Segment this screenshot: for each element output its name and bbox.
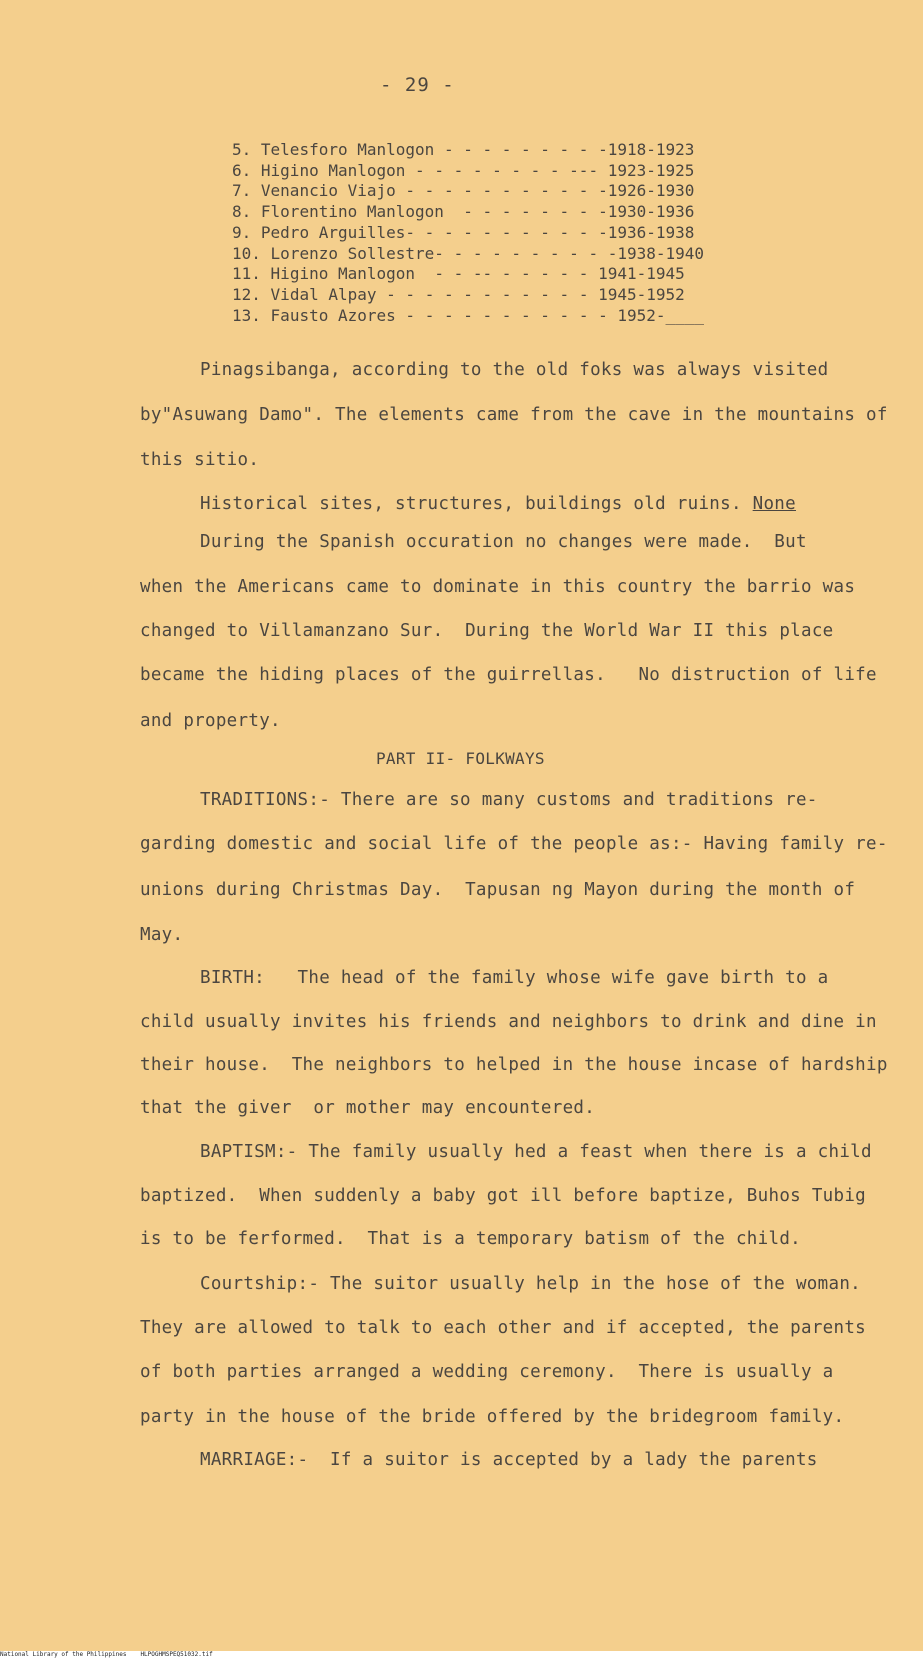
roster-dashes: - - - - - - - - (443, 140, 589, 159)
roster-num: 6. (232, 160, 252, 180)
historical-sites-text: Historical sites, structures, buildings old ruins. (200, 494, 742, 514)
paragraph-line: TRADITIONS:- There are so many customs and traditions re- (200, 790, 818, 810)
roster-num: 8. (232, 202, 252, 222)
paragraph-line: unions during Christmas Day. Tapusan ng Mayon during the month of (140, 880, 856, 900)
roster-num: 11. (232, 264, 261, 284)
paragraph-line: became the hiding places of the guirrellas. No distruction of life (140, 665, 877, 685)
section-heading: PART II- FOLKWAYS (376, 749, 545, 768)
roster-row (232, 306, 704, 327)
paragraph-line: They are allowed to talk to each other and if accepted, the parents (140, 1318, 867, 1338)
teachers-roster (232, 140, 704, 326)
roster-years: 1945-1952 (598, 284, 685, 304)
paragraph-line: child usually invites his friends and neighbors to drink and dine in (140, 1012, 877, 1032)
roster-dashes: - - - - - - - - - - (405, 181, 589, 201)
paragraph-line: Courtship:- The suitor usually help in the hose of the woman. (200, 1274, 861, 1294)
roster-row: 8. Florentino Manlogon - - - - - - - -1930-1936 (232, 202, 695, 222)
roster-years: 1952-____ (617, 305, 705, 325)
roster-name: Lorenzo Sollestre- (270, 243, 444, 263)
roster-num: 12. (232, 284, 261, 304)
roster-name: Florentino Manlogon (260, 202, 444, 222)
paragraph-line: their house. The neighbors to helped in the house incase of hardship (140, 1055, 888, 1075)
roster-name: Telesforo Manlogon (260, 140, 435, 159)
paragraph-line: garding domestic and social life of the people as:- Having family re- (140, 834, 888, 854)
roster-dashes: - - - - - - - - --- (415, 160, 599, 180)
roster-dashes: - - -- - - - - - (434, 264, 589, 284)
footer-library: National Library of the Philippines (0, 1651, 127, 1658)
paragraph-line: BAPTISM:- The family usually hed a feast when there is a child (200, 1142, 872, 1162)
scan-footer (0, 1651, 923, 1658)
roster-num: 9. (232, 222, 252, 242)
roster-num: 10. (232, 243, 261, 263)
roster-years: 1930-1936 (607, 202, 695, 222)
roster-name: Fausto Azores (270, 305, 396, 325)
paragraph-line: is to be ferformed. That is a temporary batism of the child. (140, 1229, 801, 1249)
paragraph-line: when the Americans came to dominate in this country the barrio was (140, 577, 856, 597)
roster-num: 5. (232, 140, 252, 159)
roster-row (232, 285, 704, 306)
roster-row: 5. Telesforo Manlogon - - - - - - - - -1918-1923 (232, 140, 695, 159)
roster-name: Higino Manlogon (270, 264, 416, 284)
roster-years: 1926-1930 (607, 181, 695, 201)
paragraph-line: this sitio. (140, 450, 260, 470)
paragraph-line (200, 494, 796, 514)
roster-num: 7. (232, 181, 252, 201)
roster-row (232, 161, 704, 182)
paragraph-line: Pinagsibanga, according to the old foks was always visited (200, 360, 829, 380)
paragraph-line: During the Spanish occuration no changes were made. But (200, 532, 807, 552)
paragraph-line: of both parties arranged a wedding ceremony. There is usually a (140, 1362, 834, 1382)
paragraph-line: changed to Villamanzano Sur. During the World War II this place (140, 621, 834, 641)
roster-dashes: - - - - - - - - - - - (386, 284, 589, 304)
roster-row: 10. Lorenzo Sollestre- - - - - - - - - -1938-1940 (232, 243, 705, 263)
paragraph-line: party in the house of the bride offered by the bridegroom family. (140, 1407, 845, 1427)
roster-years: 1918-1923 (607, 140, 695, 159)
roster-years: 1923-1925 (607, 160, 695, 180)
roster-years: 1938-1940 (617, 243, 705, 263)
paragraph-line: MARRIAGE:- If a suitor is accepted by a lady the parents (200, 1450, 818, 1470)
roster-dashes: - - - - - - - (463, 202, 589, 222)
paragraph-line: that the giver or mother may encountered. (140, 1098, 596, 1118)
roster-name: Pedro Arguilles- (260, 222, 416, 242)
roster-name: Vidal Alpay (270, 284, 377, 304)
footer-file: HLPOGHMSPEQ51032.tif (140, 1651, 213, 1658)
roster-name: Higino Manlogon (260, 160, 406, 180)
roster-years: 1936-1938 (607, 222, 695, 242)
paragraph-line: baptized. When suddenly a baby got ill before baptize, Buhos Tubig (140, 1186, 867, 1206)
roster-dashes: - - - - - - - - - (424, 222, 589, 242)
roster-num: 13. (232, 305, 261, 325)
none-answer: None (752, 494, 796, 514)
page-number: - 29 - (380, 74, 455, 96)
roster-dashes: - - - - - - - - (453, 243, 599, 263)
paragraph-line: by"Asuwang Damo". The elements came from the cave in the mountains of (140, 405, 888, 425)
roster-years: 1941-1945 (598, 264, 685, 284)
roster-row: 7. Venancio Viajo - - - - - - - - - - -1926-1930 (232, 181, 695, 201)
paragraph-line: and property. (140, 711, 281, 731)
roster-name: Venancio Viajo (260, 181, 396, 201)
paragraph-line: BIRTH: The head of the family whose wife gave birth to a (200, 968, 829, 988)
roster-row: 9. Pedro Arguilles- - - - - - - - - - -1936-1938 (232, 222, 695, 242)
paragraph-line: May. (140, 925, 184, 945)
roster-row (232, 264, 704, 285)
roster-dashes: - - - - - - - - - - - (405, 305, 608, 325)
